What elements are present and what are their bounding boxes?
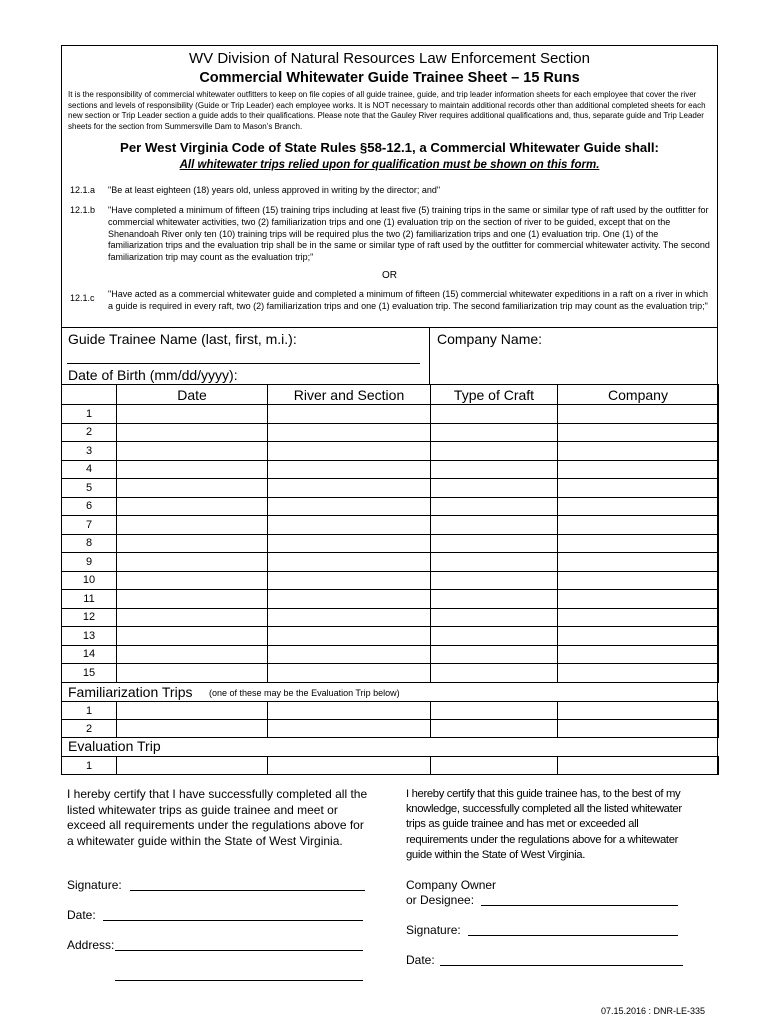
evaluation-header [61,737,718,757]
training-trip-row [62,479,719,498]
date-cell[interactable] [117,757,268,775]
form-code-footer: 07.15.2016 : DNR-LE-335 [601,1006,706,1016]
training-trip-row [62,590,719,609]
or-separator: OR [382,270,397,281]
evaluation-trip-row [62,757,719,775]
training-trip-row [62,553,719,572]
trainee-address-field-line2[interactable] [115,980,363,981]
training-trip-row [62,608,719,627]
river-section-cell[interactable] [268,664,431,683]
type-of-craft-cell[interactable] [431,553,558,572]
row-number: 12 [62,608,117,627]
company-cell[interactable] [558,590,719,609]
training-trips-table [61,384,719,683]
type-of-craft-cell[interactable] [431,423,558,442]
row-number: 5 [62,479,117,498]
type-of-craft-cell[interactable] [431,590,558,609]
familiarization-label: Familiarization Trips [68,684,193,700]
river-section-cell[interactable] [268,571,431,590]
row-number: 8 [62,534,117,553]
owner-signature-label: Signature: [406,923,461,937]
rules-subheading: All whitewater trips relied upon for qualification must be shown on this form. [179,159,600,171]
row-number: 3 [62,442,117,461]
river-section-cell[interactable] [268,516,431,535]
river-section-header: River and Section [268,385,431,405]
type-of-craft-cell[interactable] [431,645,558,664]
owner-date-label: Date: [406,953,435,967]
river-section-cell[interactable] [268,497,431,516]
river-section-cell[interactable] [268,479,431,498]
trainee-address-field[interactable] [115,950,363,951]
type-of-craft-cell[interactable] [431,720,558,738]
company-cell[interactable] [558,571,719,590]
row-number: 4 [62,460,117,479]
trainee-date-label: Date: [67,908,96,922]
rules-heading: Per West Virginia Code of State Rules §58-12.1, a Commercial Whitewater Guide shall: [120,140,659,155]
training-trip-row [62,516,719,535]
date-cell[interactable] [117,608,268,627]
type-of-craft-cell[interactable] [431,534,558,553]
trainee-date-field[interactable] [103,920,363,921]
type-of-craft-cell[interactable] [431,757,558,775]
trainee-name-label: Guide Trainee Name (last, first, m.i.): [68,331,297,347]
date-cell[interactable] [117,516,268,535]
river-section-cell[interactable] [268,553,431,572]
date-cell[interactable] [117,534,268,553]
training-trip-row [62,571,719,590]
rule-text-b: "Have completed a minimum of fifteen (15) training trips including at least five (5) training trips in the same or similar type of raft used by the outfitter for commercial whitewater activities, two (2) familiarization trips and one (1) evaluation trip on the section of river to be guided, except that on the Shenandoah River only ten (10) training trips will be required plus the two (2) familiarization trips and one (1) evaluation trip. One (1) of the familiarization trips and the evaluation trip shall be in the same or similar type of raft used by the outfitter for commercial whitewater activity. The second familiarization trip may count as the evaluation trip;" [108,205,710,263]
company-name-label: Company Name: [437,331,543,347]
type-of-craft-cell[interactable] [431,664,558,683]
date-cell[interactable] [117,442,268,461]
date-cell[interactable] [117,720,268,738]
date-cell[interactable] [117,627,268,646]
rule-number-c: 12.1.c [70,293,95,303]
training-trip-row [62,534,719,553]
type-of-craft-cell[interactable] [431,479,558,498]
river-section-cell[interactable] [268,442,431,461]
evaluation-label: Evaluation Trip [68,738,161,754]
river-section-cell[interactable] [268,423,431,442]
training-trip-row [62,497,719,516]
rule-number-a: 12.1.a [70,185,96,195]
table-header-row [62,385,719,405]
row-number: 9 [62,553,117,572]
company-cell[interactable] [558,442,719,461]
owner-label-line2: or Designee: [406,893,475,907]
company-cell[interactable] [558,516,719,535]
row-number: 2 [62,423,117,442]
type-of-craft-cell[interactable] [431,460,558,479]
trainee-certification-text: I hereby certify that I have successfully completed all the listed whitewater trips as guide trainee and meet or exceed all requirements under the regulations above for a whitewater guide within the State of West Virginia. [67,787,368,848]
type-of-craft-cell[interactable] [431,497,558,516]
row-number: 1 [62,702,117,720]
row-number: 11 [62,590,117,609]
company-cell[interactable] [558,479,719,498]
type-of-craft-cell[interactable] [431,702,558,720]
rule-number-b: 12.1.b [70,205,96,215]
company-header: Company [558,385,719,405]
date-cell[interactable] [117,423,268,442]
form-subtitle: Commercial Whitewater Guide Trainee Sheet – 15 Runs [199,70,580,86]
company-cell[interactable] [558,702,719,720]
river-section-cell[interactable] [268,627,431,646]
river-section-cell[interactable] [268,645,431,664]
date-cell[interactable] [117,460,268,479]
company-cell[interactable] [558,645,719,664]
type-of-craft-cell[interactable] [431,571,558,590]
company-cell[interactable] [558,664,719,683]
row-number: 10 [62,571,117,590]
date-cell[interactable] [117,664,268,683]
owner-label-line1: Company Owner [406,878,497,892]
rule-text-a: "Be at least eighteen (18) years old, unless approved in writing by the director; and" [108,185,441,195]
company-cell[interactable] [558,460,719,479]
river-section-cell[interactable] [268,405,431,424]
type-of-craft-header: Type of Craft [431,385,558,405]
row-number: 7 [62,516,117,535]
company-cell[interactable] [558,608,719,627]
date-of-birth-label: Date of Birth (mm/dd/yyyy): [68,367,238,383]
date-cell[interactable] [117,497,268,516]
company-cell[interactable] [558,757,719,775]
company-cell[interactable] [558,405,719,424]
familiarization-trip-row [62,720,719,738]
date-of-birth-field[interactable] [258,366,420,382]
row-number: 6 [62,497,117,516]
evaluation-table [61,756,719,775]
company-cell[interactable] [558,627,719,646]
row-number-header [62,385,117,405]
row-number: 15 [62,664,117,683]
familiarization-header [61,682,718,702]
owner-signature-field[interactable] [468,935,678,936]
training-trip-row [62,405,719,424]
type-of-craft-cell[interactable] [431,608,558,627]
date-cell[interactable] [117,553,268,572]
date-cell[interactable] [117,571,268,590]
training-trip-row [62,442,719,461]
trainee-signature-label: Signature: [67,878,122,892]
row-number: 13 [62,627,117,646]
river-section-cell[interactable] [268,757,431,775]
owner-date-field[interactable] [440,965,683,966]
type-of-craft-cell[interactable] [431,405,558,424]
river-section-cell[interactable] [268,534,431,553]
owner-designee-field[interactable] [481,905,678,906]
owner-certification-text: I hereby certify that this guide trainee has, to the best of my knowledge, successfully completed all the listed whitewater trips as guide trainee and has met or exceeded all requirements under the regulations above for a whitewater guide within the State of West Virginia. [406,788,682,861]
row-number: 2 [62,720,117,738]
training-trip-row [62,627,719,646]
form-title: WV Division of Natural Resources Law Enforcement Section [188,50,590,67]
familiarization-note: (one of these may be the Evaluation Trip below) [209,688,400,698]
date-cell[interactable] [117,590,268,609]
info-divider [429,327,430,384]
row-number: 1 [62,405,117,424]
company-cell[interactable] [558,720,719,738]
rule-text-c: "Have acted as a commercial whitewater guide and completed a minimum of fifteen (15) commercial whitewater expeditions in a raft on a river in which a guide is required in every raft, two (2) familiarization trips and one (1) evaluation trip. The second familiarization trip may count as the evaluation trip;" [108,289,708,311]
river-section-cell[interactable] [268,702,431,720]
training-trip-row [62,664,719,683]
river-section-cell[interactable] [268,720,431,738]
training-trip-row [62,423,719,442]
trainee-address-label: Address: [67,938,115,952]
date-cell[interactable] [117,645,268,664]
type-of-craft-cell[interactable] [431,442,558,461]
familiarization-trip-row [62,702,719,720]
company-cell[interactable] [558,534,719,553]
company-cell[interactable] [558,497,719,516]
river-section-cell[interactable] [268,590,431,609]
type-of-craft-cell[interactable] [431,627,558,646]
river-section-cell[interactable] [268,460,431,479]
trainee-signature-field[interactable] [130,890,365,891]
training-trip-row [62,460,719,479]
date-cell[interactable] [117,479,268,498]
date-cell[interactable] [117,702,268,720]
date-cell[interactable] [117,405,268,424]
date-header: Date [117,385,268,405]
row-number: 14 [62,645,117,664]
trainee-name-field[interactable] [67,363,420,364]
river-section-cell[interactable] [268,608,431,627]
intro-paragraph: It is the responsibility of commercial whitewater outfitters to keep on file copies of all guide trainee, guide, and trip leader information sheets for each employee that cover the river sections and levels of responsibility (Guide or Trip Leader) each employee works. It is NOT necessary to maintain additional records other than additional completed sheets for each new section or Trip Leader section a guide adds to their qualifications. Please note that the Gauley River requires additional qualifications and, thus, separate guide and Trip Leader sheets for the section from Summersville Dam to Mason’s Branch. [68,90,706,131]
company-cell[interactable] [558,553,719,572]
company-cell[interactable] [558,423,719,442]
type-of-craft-cell[interactable] [431,516,558,535]
training-trip-row [62,645,719,664]
familiarization-table [61,701,719,738]
row-number: 1 [62,757,117,775]
